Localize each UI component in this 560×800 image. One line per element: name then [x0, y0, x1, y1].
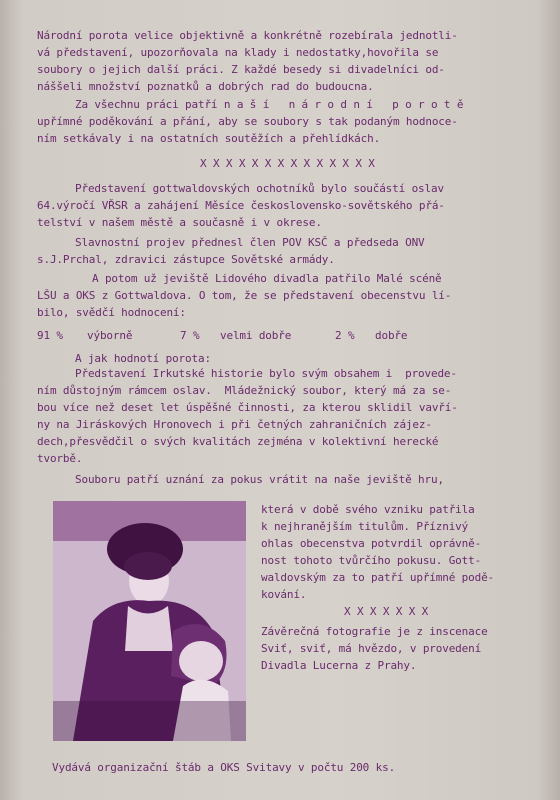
paragraph-line: tvorbě. — [37, 452, 83, 465]
paragraph-line: ním důstojným rámcem oslav. Mládežnický soubor, který má za se- — [37, 384, 452, 397]
rating-percent: 91 % — [37, 329, 63, 342]
paragraph-line: 64.výročí VŘSR a zahájení Měsíce československo-sovětského přá- — [37, 199, 445, 212]
paragraph-line: upřímné poděkování a přání, aby se soubory s tak podaným hodnoce- — [37, 115, 458, 128]
paragraph-line: ny na Jiráskových Hronovech i při četných zahraničních zájez- — [37, 418, 432, 431]
paragraph-line: telství v našem městě a současně i v okrese. — [37, 216, 322, 229]
footer-imprint: Vydává organizační štáb a OKS Svitavy v počtu 200 ks. — [52, 761, 396, 774]
paragraph-line: Slavnostní projev přednesl člen POV KSČ a předseda ONV — [75, 236, 425, 249]
paragraph-line: kování. — [261, 588, 307, 601]
paragraph-line: Za všechnu práci patří n a š í n á r o d n í p o r o t ě — [75, 98, 464, 111]
paragraph-line: bilo, svědčí hodnocení: — [37, 306, 186, 319]
rating-percent: 7 % — [180, 329, 200, 342]
paragraph-line: s.J.Prchal, zdravici zástupce Sovětské armády. — [37, 253, 335, 266]
paragraph-line: LŠU a OKS z Gottwaldova. O tom, že se představení obecenstvu lí- — [37, 289, 452, 302]
rating-label: dobře — [375, 329, 408, 342]
paragraph-line: vá představení, upozorňovala na klady i nedostatky,hovořila se — [37, 46, 439, 59]
photo-caption-line: Divadla Lucerna z Prahy. — [261, 659, 417, 672]
paragraph-line: A potom už jeviště Lidového divadla patřilo Malé scéně — [92, 272, 442, 285]
section-separator: X X X X X X X X X X X X X X — [200, 157, 375, 170]
photo-caption-line: Závěrečná fotografie je z inscenace — [261, 625, 488, 638]
paragraph-line: nost tohoto tvůrčího pokusu. Gott- — [261, 554, 482, 567]
paragraph-line: soubory o jejich další práci. Z každé besedy si divadelníci od- — [37, 63, 445, 76]
subheading: A jak hodnotí porota: — [75, 352, 211, 365]
paragraph-line: ohlas obecenstva potvrdil oprávně- — [261, 537, 482, 550]
paragraph-line: náššeli množství poznatků a dobrých rad do budoucna. — [37, 80, 374, 93]
photo-caption-line: Sviť, sviť, má hvězdo, v provedení — [261, 642, 482, 655]
paragraph-line: Představení gottwaldovských ochotníků bylo součástí oslav — [75, 182, 444, 195]
paragraph-line: ním setkávaly i na ostatních soutěžích a přehlídkách. — [37, 132, 381, 145]
paragraph-line: která v době svého vzniku patřila — [261, 503, 475, 516]
paragraph-line: Národní porota velice objektivně a konkrétně rozebírala jednotli- — [37, 29, 458, 42]
rating-label: velmi dobře — [220, 329, 292, 342]
photo-image — [53, 501, 246, 741]
rating-label: výborně — [87, 329, 133, 342]
paragraph-line: dech,přesvědčil o svých kvalitách zejména v kolektivní herecké — [37, 435, 439, 448]
paragraph-line: bou více než deset let úspěšné činnosti, za kterou sklidil vavří- — [37, 401, 458, 414]
paragraph-line: Představení Irkutské historie bylo svým obsahem i provede- — [75, 367, 457, 380]
paragraph-line: waldovským za to patří upřímné podě- — [261, 571, 495, 584]
section-separator: X X X X X X X — [344, 605, 429, 618]
theatre-photo — [53, 501, 246, 741]
rating-percent: 2 % — [335, 329, 355, 342]
paragraph-line: k nejhranějším titulům. Příznivý — [261, 520, 469, 533]
paragraph-line: Souboru patří uznání za pokus vrátit na naše jeviště hru, — [75, 473, 444, 486]
